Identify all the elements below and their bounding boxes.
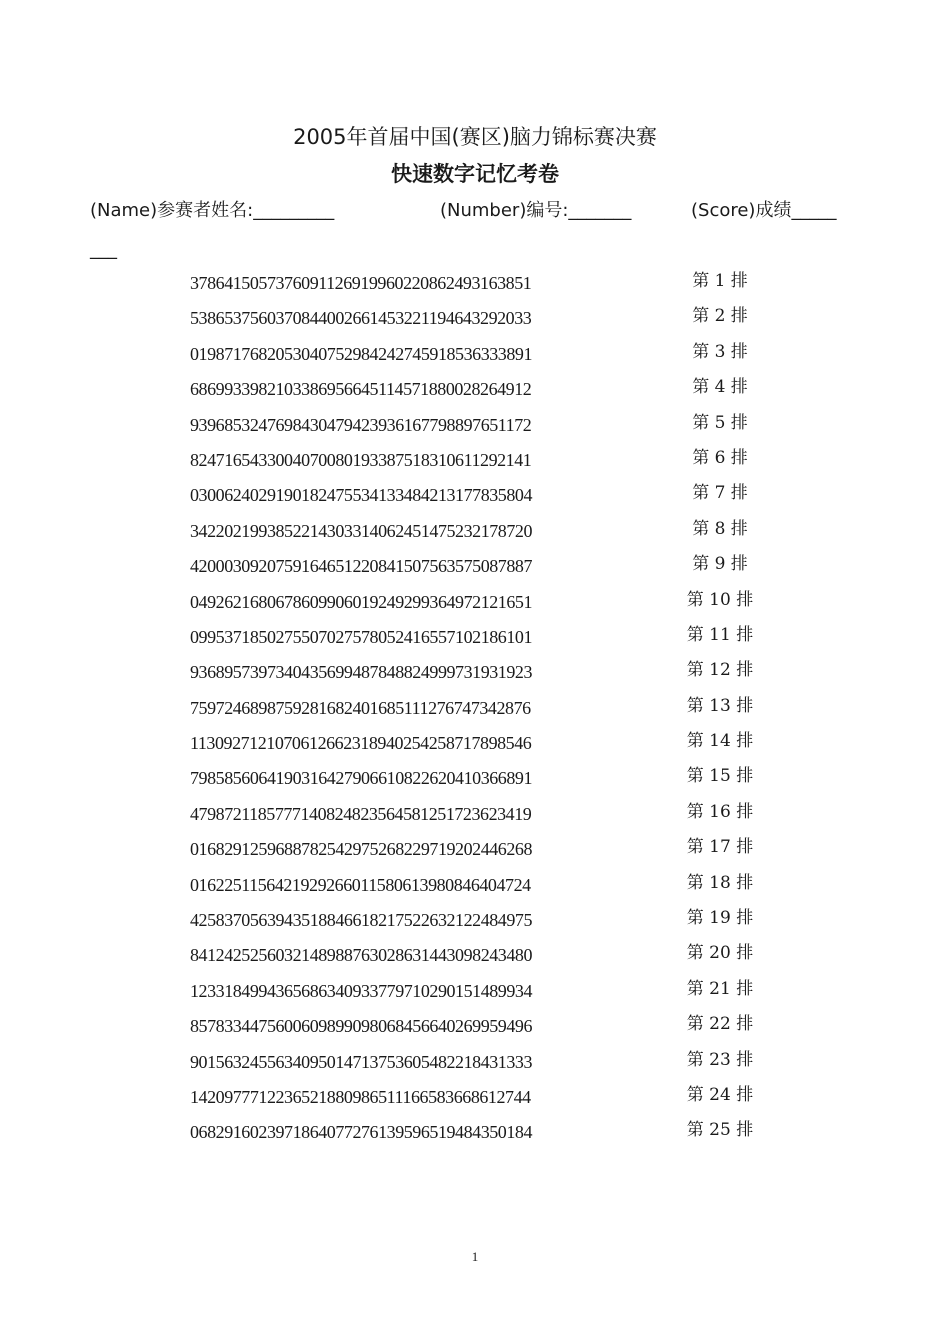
digit-row (0, 548, 950, 583)
row-digits: 0168291259688782542975268229719202446268 (190, 839, 533, 860)
row-digits: 4258370563943518846618217522632122484975 (190, 910, 533, 931)
row-digits: 6869933982103386956645114571880028264912 (190, 379, 532, 400)
row-digits: 0162251156421929266011580613980846404724 (190, 874, 531, 895)
exam-title: 2005年首届中国(赛区)脑力锦标赛决赛 (293, 125, 657, 149)
row-digits: 9015632455634095014713753605482218431333 (190, 1051, 533, 1072)
row-label: 第 6 排 (692, 447, 748, 468)
digit-row (0, 265, 950, 300)
row-label: 第 16 排 (686, 801, 754, 822)
digit-row (0, 937, 950, 972)
row-label: 第 10 排 (686, 589, 754, 610)
row-label: 第 21 排 (686, 978, 754, 999)
digit-row (0, 973, 950, 1008)
row-digits: 3422021993852214303314062451475232178720 (190, 520, 533, 541)
name-label: (Name)参赛者姓名: (90, 200, 254, 221)
row-digits: 9368957397340435699487848824999731931923 (190, 662, 533, 683)
row-label: 第 8 排 (692, 518, 748, 539)
row-digits: 5386537560370844002661453221194643292033 (190, 308, 532, 329)
row-digits: 7597246898759281682401685111276747342876 (190, 697, 531, 718)
number-blank[interactable]: _______ (568, 200, 632, 221)
digit-row (0, 1008, 950, 1043)
name-field[interactable] (90, 197, 334, 225)
digit-row (0, 619, 950, 654)
digit-row (0, 902, 950, 937)
row-digits: 7985856064190316427906610822620410366891 (190, 768, 533, 789)
row-label: 第 5 排 (692, 412, 748, 433)
number-field[interactable] (440, 197, 631, 225)
row-digits: 1130927121070612662318940254258717898546 (190, 733, 532, 754)
row-digits: 3786415057376091126919960220862493163851 (190, 273, 532, 293)
row-digits: 9396853247698430479423936167798897651172 (190, 414, 532, 435)
score-field[interactable] (691, 197, 836, 225)
row-label: 第 1 排 (692, 271, 748, 291)
digit-row (0, 831, 950, 866)
score-blank[interactable]: _____ (791, 200, 837, 221)
name-blank[interactable]: _________ (253, 200, 335, 221)
row-label: 第 12 排 (686, 660, 754, 681)
digit-row (0, 407, 950, 442)
row-label: 第 18 排 (686, 872, 754, 893)
row-digits: 0682916023971864077276139596519484350184 (190, 1122, 533, 1143)
row-label: 第 20 排 (686, 943, 754, 964)
row-digits: 8247165433004070080193387518310611292141 (190, 449, 532, 470)
row-label: 第 4 排 (692, 377, 748, 398)
row-label: 第 17 排 (686, 837, 754, 858)
digit-rows (0, 265, 950, 1150)
exam-subtitle: 快速数字记忆考卷 (391, 162, 559, 186)
digit-row (0, 867, 950, 902)
row-digits: 8578334475600609899098068456640269959496 (190, 1016, 533, 1037)
row-digits: 0995371850275507027578052416557102186101 (190, 626, 533, 647)
digit-row (0, 796, 950, 831)
digit-row (0, 654, 950, 689)
row-digits: 4798721185777140824823564581251723623419 (190, 803, 532, 824)
row-label: 第 7 排 (692, 483, 748, 504)
row-label: 第 25 排 (686, 1120, 754, 1141)
number-label: (Number)编号: (440, 200, 569, 221)
row-label: 第 24 排 (686, 1084, 754, 1105)
digit-row (0, 584, 950, 619)
digit-row (0, 725, 950, 760)
digit-row (0, 477, 950, 512)
row-label: 第 13 排 (686, 695, 754, 716)
digit-row (0, 690, 950, 725)
digit-row (0, 371, 950, 406)
digit-row (0, 1079, 950, 1114)
row-label: 第 14 排 (686, 731, 754, 752)
row-digits: 1420977712236521880986511166583668612744 (190, 1086, 531, 1107)
row-label: 第 19 排 (686, 908, 754, 929)
score-blank-continuation: ___ (90, 239, 117, 260)
digit-row (0, 1114, 950, 1149)
row-label: 第 9 排 (692, 554, 748, 575)
digit-row (0, 336, 950, 371)
digit-row (0, 300, 950, 335)
row-label: 第 23 排 (686, 1049, 754, 1070)
row-digits: 1233184994365686340933779710290151489934 (190, 980, 533, 1001)
row-digits: 8412425256032148988763028631443098243480 (190, 945, 533, 966)
digit-row (0, 513, 950, 548)
row-label: 第 15 排 (686, 766, 754, 787)
row-digits: 0300624029190182475534133484213177835804 (190, 485, 533, 506)
row-label: 第 22 排 (686, 1014, 754, 1035)
row-digits: 4200030920759164651220841507563575087887 (190, 556, 533, 577)
row-digits: 0198717682053040752984242745918536333891 (190, 343, 533, 364)
row-label: 第 3 排 (692, 341, 748, 362)
score-label: (Score)成绩 (691, 200, 792, 221)
row-label: 第 2 排 (692, 306, 748, 327)
row-label: 第 11 排 (686, 624, 754, 645)
digit-row (0, 1044, 950, 1079)
row-digits: 0492621680678609906019249299364972121651 (190, 591, 533, 612)
page-number: 1 (471, 1249, 479, 1264)
digit-row (0, 442, 950, 477)
digit-row (0, 760, 950, 795)
